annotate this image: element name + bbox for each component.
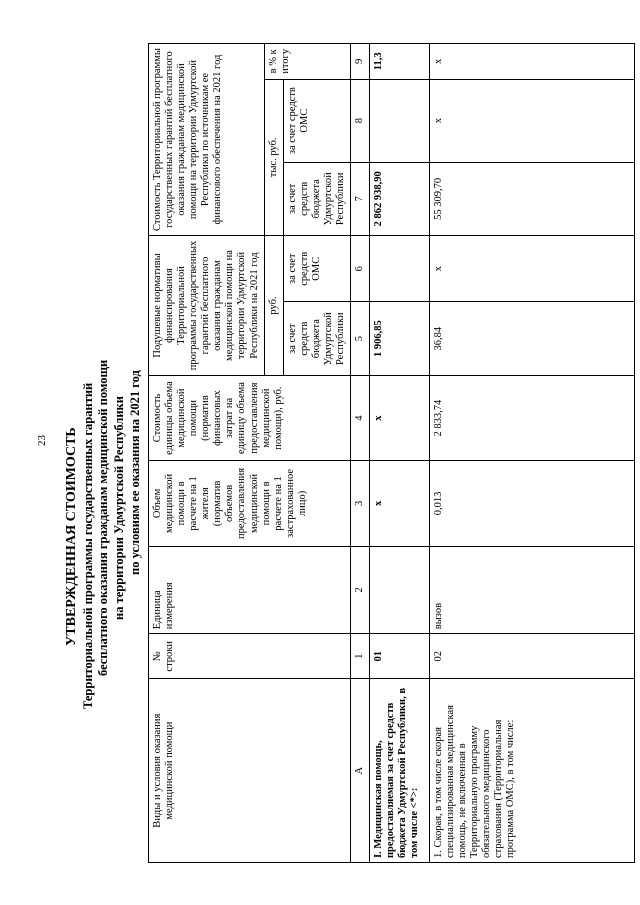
row-norm-oms xyxy=(370,236,430,302)
page-number: 23 xyxy=(36,435,48,446)
cost-table-rotated xyxy=(148,43,635,863)
header-rub: руб. xyxy=(264,236,283,376)
colnum-1: 1 xyxy=(350,634,369,679)
header-norms-group: Подушевые нормативы финансирования Территориальной программы государственных гарантий бесплатного оказания гражданам медицинской помощи на территории Удмуртской Республики на 2021 год xyxy=(149,236,265,376)
title-line-2: бесплатного оказания гражданам медицинской помощи xyxy=(96,359,110,676)
row-sum-budget: 55 309,70 xyxy=(430,162,635,235)
header-thous-rub: тыс. руб. xyxy=(264,79,283,235)
row-cost: х xyxy=(370,375,430,460)
row-percent: 11,3 xyxy=(370,44,430,80)
colnum-a: А xyxy=(350,679,369,863)
row-volume: 0,013 xyxy=(430,461,635,546)
row-name: 1. Скорая, в том числе скорая специализированная медицинская помощь, не включенная в Территориальную программу обязательного медицинского страхования (Территориальная программа ОМС), в том числе: xyxy=(430,679,635,863)
approved-title: УТВЕРЖДЕННАЯ СТОИМОСТЬ xyxy=(64,427,79,646)
colnum-5: 5 xyxy=(350,302,369,375)
row-line: 01 xyxy=(370,634,430,679)
title-line-4: по условиям ее оказания на 2021 год xyxy=(128,370,142,575)
table-row xyxy=(370,44,430,863)
row-volume: х xyxy=(370,461,430,546)
colnum-3: 3 xyxy=(350,461,369,546)
row-norm-budget: 36,84 xyxy=(430,302,635,375)
header-col-6: за счет средств ОМС xyxy=(283,236,350,302)
colnum-9: 9 xyxy=(350,44,369,80)
colnum-6: 6 xyxy=(350,236,369,302)
column-numbers-row xyxy=(350,44,369,863)
title-line-3: на территории Удмуртской Республики xyxy=(112,396,126,620)
row-cost: 2 833,74 xyxy=(430,375,635,460)
header-col-a: Виды и условия оказания медицинской помощи xyxy=(149,679,351,863)
row-norm-budget: 1 906,85 xyxy=(370,302,430,375)
header-cost-group: Стоимость Территориальной программы государственных гарантий бесплатного оказания гражданам медицинской помощи на территории Удмуртской Республики по источникам ее финансового обеспечения на 2021 год xyxy=(149,44,265,236)
colnum-8: 8 xyxy=(350,79,369,162)
header-col-2: Единица измерения xyxy=(149,546,351,634)
table-row xyxy=(430,44,635,863)
row-unit: вызов xyxy=(430,546,635,634)
row-unit xyxy=(370,546,430,634)
header-col-7: за счет средств бюджета Удмуртской Республики xyxy=(283,162,350,235)
row-line: 02 xyxy=(430,634,635,679)
row-percent: х xyxy=(430,44,635,80)
colnum-7: 7 xyxy=(350,162,369,235)
colnum-2: 2 xyxy=(350,546,369,634)
header-col-5: за счет средств бюджета Удмуртской Республики xyxy=(283,302,350,375)
header-col-3: Объем медицинской помощи в расчете на 1 жителя (норматив объемов предоставления медицинской помощи в расчете на 1 застрахованное лицо) xyxy=(149,461,351,546)
cost-table xyxy=(148,43,635,863)
row-norm-oms: х xyxy=(430,236,635,302)
row-sum-oms xyxy=(370,79,430,162)
header-col-4: Стоимость единицы объема медицинской помощи (норматив финансовых затрат на единицу объема предоставления медицинской помощи), руб. xyxy=(149,375,351,460)
row-sum-budget: 2 862 938,90 xyxy=(370,162,430,235)
header-col-8: за счет средств ОМС xyxy=(283,79,350,162)
row-sum-oms: х xyxy=(430,79,635,162)
header-col-9: в % к итогу xyxy=(264,44,350,80)
header-col-1: № строки xyxy=(149,634,351,679)
colnum-4: 4 xyxy=(350,375,369,460)
title-line-1: Территориальной программы государственных гарантий xyxy=(81,382,95,709)
row-name: I. Медицинская помощь, предоставляемая за счет средств бюджета Удмуртской Республики, в том числе <*>: xyxy=(370,679,430,863)
